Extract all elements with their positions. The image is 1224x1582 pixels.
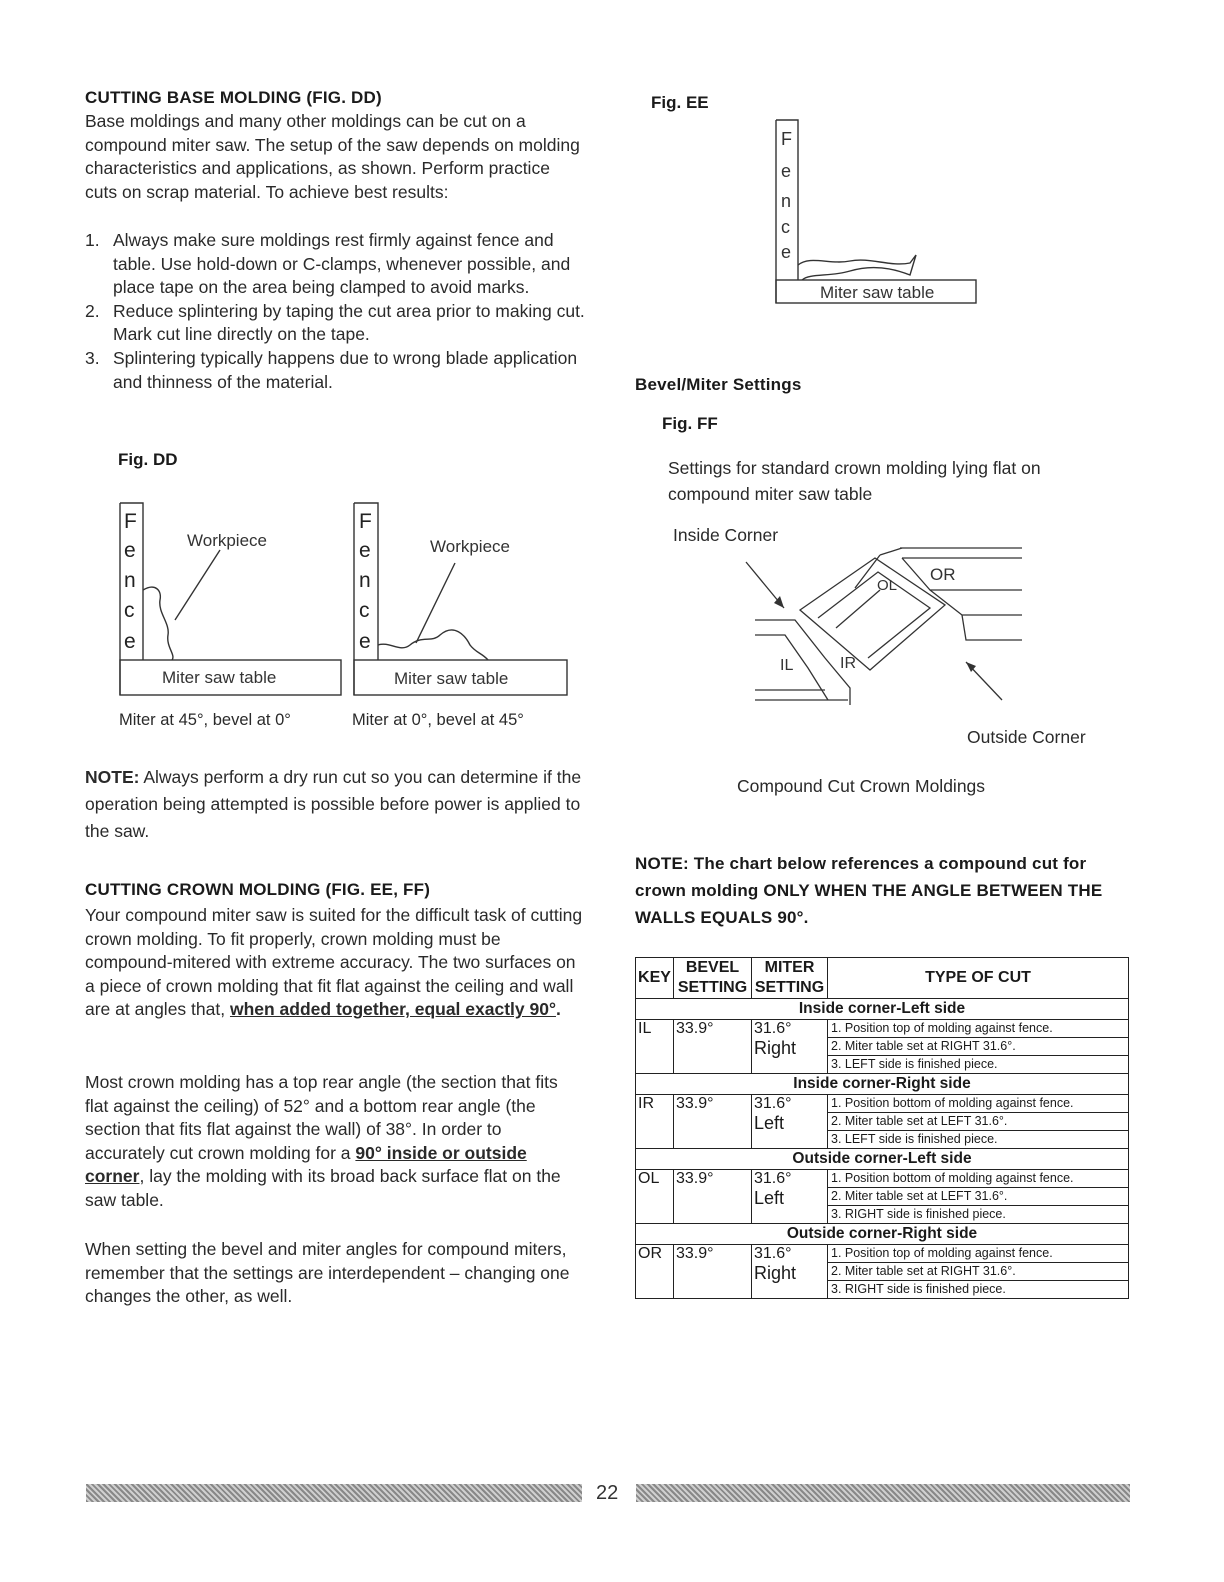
crown-paragraph-2: Most crown molding has a top rear angle (the section that fits flat against the ceiling) of 52° and a bottom rear angle (the section that fits flat against the wall) of 38°. In order to accurately cut crown molding for a 90° inside or outside corner, lay the molding with its broad back surface flat on the saw table. <box>85 1072 561 1210</box>
table-label: Miter saw table <box>820 283 935 302</box>
table-label: Miter saw table <box>394 669 509 688</box>
list-item: 3. Splintering typically happens due to wrong blade application and thinness of the material. <box>85 347 578 392</box>
fig-ff-diagram <box>740 540 1040 715</box>
fence-letter: e <box>124 630 136 653</box>
header-type: TYPE OF CUT <box>828 958 1129 999</box>
key-label-il: IL <box>780 657 794 674</box>
bevel-cell: 33.9° <box>674 1020 752 1074</box>
fig-dd-caption-right: Miter at 0°, bevel at 45° <box>352 711 524 729</box>
left-workpiece-pointer <box>175 550 220 620</box>
header-bevel: BEVEL SETTING <box>674 958 752 999</box>
fence-letter: c <box>124 599 135 622</box>
header-key: KEY <box>636 958 674 999</box>
bevel-miter-heading: Bevel/Miter Settings <box>635 375 802 394</box>
section-row: Inside corner-Right side <box>636 1074 1129 1095</box>
fig-dd-caption-left: Miter at 45°, bevel at 0° <box>119 711 291 729</box>
miter-cell: 31.6° Right <box>752 1020 828 1074</box>
crown-molding-heading: CUTTING CROWN MOLDING (FIG. EE, FF) <box>85 880 431 899</box>
miter-cell: 31.6° Left <box>752 1095 828 1149</box>
list-item: 2. Reduce splintering by taping the cut area prior to making cut. Mark cut line directly on the tape. <box>85 300 585 345</box>
miter-cell: 31.6° Right <box>752 1245 828 1299</box>
bevel-cell: 33.9° <box>674 1245 752 1299</box>
fig-ee-label: Fig. EE <box>651 93 709 112</box>
fig-ff-caption: Compound Cut Crown Moldings <box>737 776 986 796</box>
table-row <box>636 1095 1129 1149</box>
section-row: Inside corner-Left side <box>636 999 1129 1020</box>
right-workpiece-pointer <box>416 563 455 643</box>
key-label-or: OR <box>930 565 956 584</box>
fence-letter: F <box>124 510 137 533</box>
fence-letter: c <box>781 217 790 237</box>
table-header-row <box>636 958 1129 999</box>
page-number: 22 <box>596 1482 619 1504</box>
fence-letter: e <box>781 161 792 181</box>
fence-letter: e <box>359 539 371 562</box>
type-cell: 1. Position top of molding against fence. 2. Miter table set at RIGHT 31.6°. 3. LEFT side is finished piece. <box>828 1020 1129 1074</box>
footer-bar-left <box>86 1484 582 1502</box>
fig-ff-label: Fig. FF <box>662 414 718 433</box>
bevel-cell: 33.9° <box>674 1095 752 1149</box>
miter-cell: 31.6° Left <box>752 1170 828 1224</box>
bevel-cell: 33.9° <box>674 1170 752 1224</box>
outside-corner-label: Outside Corner <box>967 727 1086 747</box>
base-molding-steps <box>85 229 585 394</box>
fence-letter: e <box>124 539 136 562</box>
base-molding-intro: Base moldings and many other moldings can be cut on a compound miter saw. The setup of the saw depends on molding characteristics and applications, as shown. Perform practice cuts on scrap material. To achieve best results: <box>85 111 580 202</box>
workpiece-label: Workpiece <box>430 537 510 556</box>
key-label-ir: IR <box>840 655 856 672</box>
bevel-miter-table <box>635 957 1129 1299</box>
fence-letter: n <box>781 191 792 211</box>
right-workpiece-shape <box>378 630 488 660</box>
key-cell: OL <box>636 1170 674 1224</box>
fence-letter: n <box>124 569 136 592</box>
base-molding-heading: CUTTING BASE MOLDING (FIG. DD) <box>85 88 382 107</box>
section-row: Outside corner-Left side <box>636 1149 1129 1170</box>
ee-crown-molding-shape <box>798 255 916 280</box>
note-dry-run: NOTE: Always perform a dry run cut so you can determine if the operation being attempted is possible before power is applied to the saw. <box>85 767 582 841</box>
key-cell: IR <box>636 1095 674 1149</box>
table-row <box>636 1245 1129 1299</box>
table-row <box>636 1020 1129 1074</box>
section-row: Outside corner-Right side <box>636 1224 1129 1245</box>
crown-paragraph-3: When setting the bevel and miter angles for compound miters, remember that the settings are interdependent – changing one changes the other, as well. <box>85 1239 570 1307</box>
fence-letter: F <box>781 129 792 149</box>
crown-paragraph-1: Your compound miter saw is suited for the difficult task of cutting crown molding. To fit properly, crown molding must be compound-mitered with extreme accuracy. The two surfaces on a piece of crown molding that fit flat against the ceiling and wall are at angles that, when added together, equal exactly 90°. <box>85 905 583 1020</box>
fig-dd-label: Fig. DD <box>118 450 178 469</box>
fig-ee-diagram <box>770 115 985 310</box>
fig-dd-diagram <box>110 495 580 735</box>
fig-ff-description: Settings for standard crown molding lying flat on compound miter saw table <box>668 458 1041 504</box>
list-item: 1. Always make sure moldings rest firmly against fence and table. Use hold-down or C-clamps, whenever possible, and place tape on the area being clamped to avoid marks. <box>85 230 571 298</box>
key-label-ol: OL <box>877 577 898 594</box>
type-cell: 1. Position top of molding against fence. 2. Miter table set at RIGHT 31.6°. 3. RIGHT side is finished piece. <box>828 1245 1129 1299</box>
workpiece-label: Workpiece <box>187 531 267 550</box>
fence-letter: F <box>359 510 372 533</box>
note-chart: NOTE: The chart below references a compound cut for crown molding ONLY WHEN THE ANGLE BETWEEN THE WALLS EQUALS 90°. <box>635 854 1103 927</box>
key-cell: OR <box>636 1245 674 1299</box>
inside-corner-label: Inside Corner <box>673 525 779 545</box>
fence-letter: c <box>359 599 370 622</box>
header-miter: MITER SETTING <box>752 958 828 999</box>
table-row <box>636 1170 1129 1224</box>
fence-letter: n <box>359 569 371 592</box>
footer-bar-right <box>636 1484 1130 1502</box>
table-label: Miter saw table <box>162 668 277 687</box>
fence-letter: e <box>781 242 792 262</box>
left-workpiece-shape <box>143 587 173 660</box>
key-cell: IL <box>636 1020 674 1074</box>
fence-letter: e <box>359 630 371 653</box>
type-cell: 1. Position bottom of molding against fence. 2. Miter table set at LEFT 31.6°. 3. LEFT side is finished piece. <box>828 1095 1129 1149</box>
type-cell: 1. Position bottom of molding against fence. 2. Miter table set at LEFT 31.6°. 3. RIGHT side is finished piece. <box>828 1170 1129 1224</box>
